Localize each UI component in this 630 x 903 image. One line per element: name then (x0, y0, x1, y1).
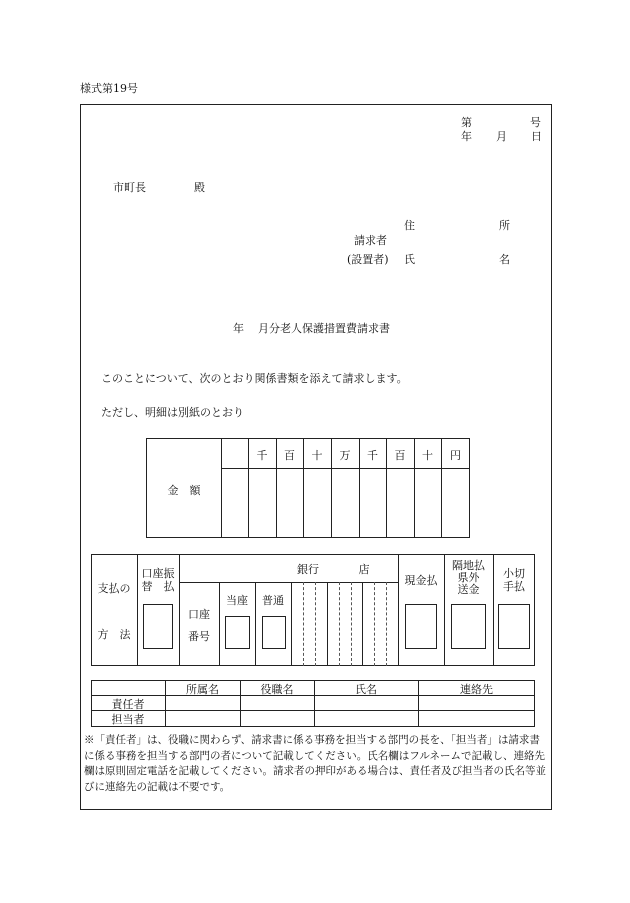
contact-header-name: 氏名 (355, 683, 377, 696)
amount-label: 金 額 (167, 484, 201, 497)
current-account-box (225, 616, 250, 649)
title-year: 年 (233, 322, 244, 335)
check-box (498, 604, 530, 649)
transfer-seal-box (143, 604, 173, 649)
remote-label-3: 送金 (457, 583, 480, 596)
date-year: 年 (461, 130, 472, 143)
contact-header-affiliation: 所属名 (186, 683, 219, 696)
ordinary-account-box (262, 616, 286, 649)
bank-label: 銀行 (297, 563, 319, 576)
address-char-1: 住 (404, 219, 415, 232)
name-char-2: 名 (499, 253, 510, 266)
form-number: 様式第19号 (80, 82, 138, 95)
digit-header: 百 (284, 449, 295, 462)
date-day: 日 (531, 130, 542, 143)
digit-header: 百 (394, 449, 406, 462)
addressee-honorific: 殿 (194, 181, 205, 194)
digit-header: 千 (367, 449, 378, 462)
remote-label-1: 隔地払 (452, 559, 485, 572)
document-title: 月分老人保護措置費請求書 (258, 322, 390, 335)
digit-header: 十 (422, 449, 433, 462)
addressee-title: 市町長 (113, 181, 146, 194)
body-line-2: ただし、明細は別紙のとおり (101, 406, 244, 419)
address-char-2: 所 (499, 219, 510, 232)
contact-header-phone: 連絡先 (460, 683, 493, 696)
current-account-label: 当座 (226, 594, 248, 607)
branch-label: 店 (358, 563, 370, 576)
contact-header-position: 役職名 (260, 683, 294, 696)
payment-method-label-2: 方 法 (97, 628, 131, 641)
account-label-1: 口座 (188, 608, 210, 621)
requester-label: 請求者 (354, 234, 387, 247)
digit-header: 十 (311, 449, 323, 462)
contact-row-staff: 担当者 (111, 713, 145, 726)
digit-header: 円 (450, 449, 461, 462)
contact-row-responsible: 責任者 (111, 698, 145, 711)
remote-box (451, 604, 486, 649)
installer-label: (設置者) (347, 253, 389, 266)
check-label-2: 手払 (503, 580, 525, 593)
cash-box (405, 604, 437, 649)
digit-header: 千 (256, 449, 268, 462)
name-char-1: 氏 (404, 253, 415, 266)
payment-method-label-1: 支払の (97, 582, 131, 595)
transfer-label-2: 替 払 (141, 580, 175, 593)
ordinary-account-label: 普通 (262, 594, 284, 607)
transfer-label-1: 口座振 (141, 567, 175, 580)
digit-header: 万 (339, 449, 351, 462)
check-label-1: 小切 (503, 567, 525, 580)
date-month: 月 (496, 130, 507, 143)
body-line-1: このことについて、次のとおり関係書類を添えて請求します。 (101, 372, 408, 385)
number-prefix: 第 (461, 116, 472, 129)
account-label-2: 番号 (188, 630, 210, 643)
footnote: ※「責任者」は、役職に関わらず、請求書に係る事務を担当する部門の長を、「担当者」は請求書に係る事務を担当する部門の者について記載してください。氏名欄はフルネームで記載し、連絡先欄は原則固定電話を記載してください。請求者の押印がある場合は、責任者及び担当者の氏名等並びに連絡先の記載は不要です。 (84, 734, 546, 793)
cash-label: 現金払 (404, 574, 438, 587)
number-suffix: 号 (530, 116, 541, 129)
remote-label-2: 県外 (457, 571, 480, 584)
